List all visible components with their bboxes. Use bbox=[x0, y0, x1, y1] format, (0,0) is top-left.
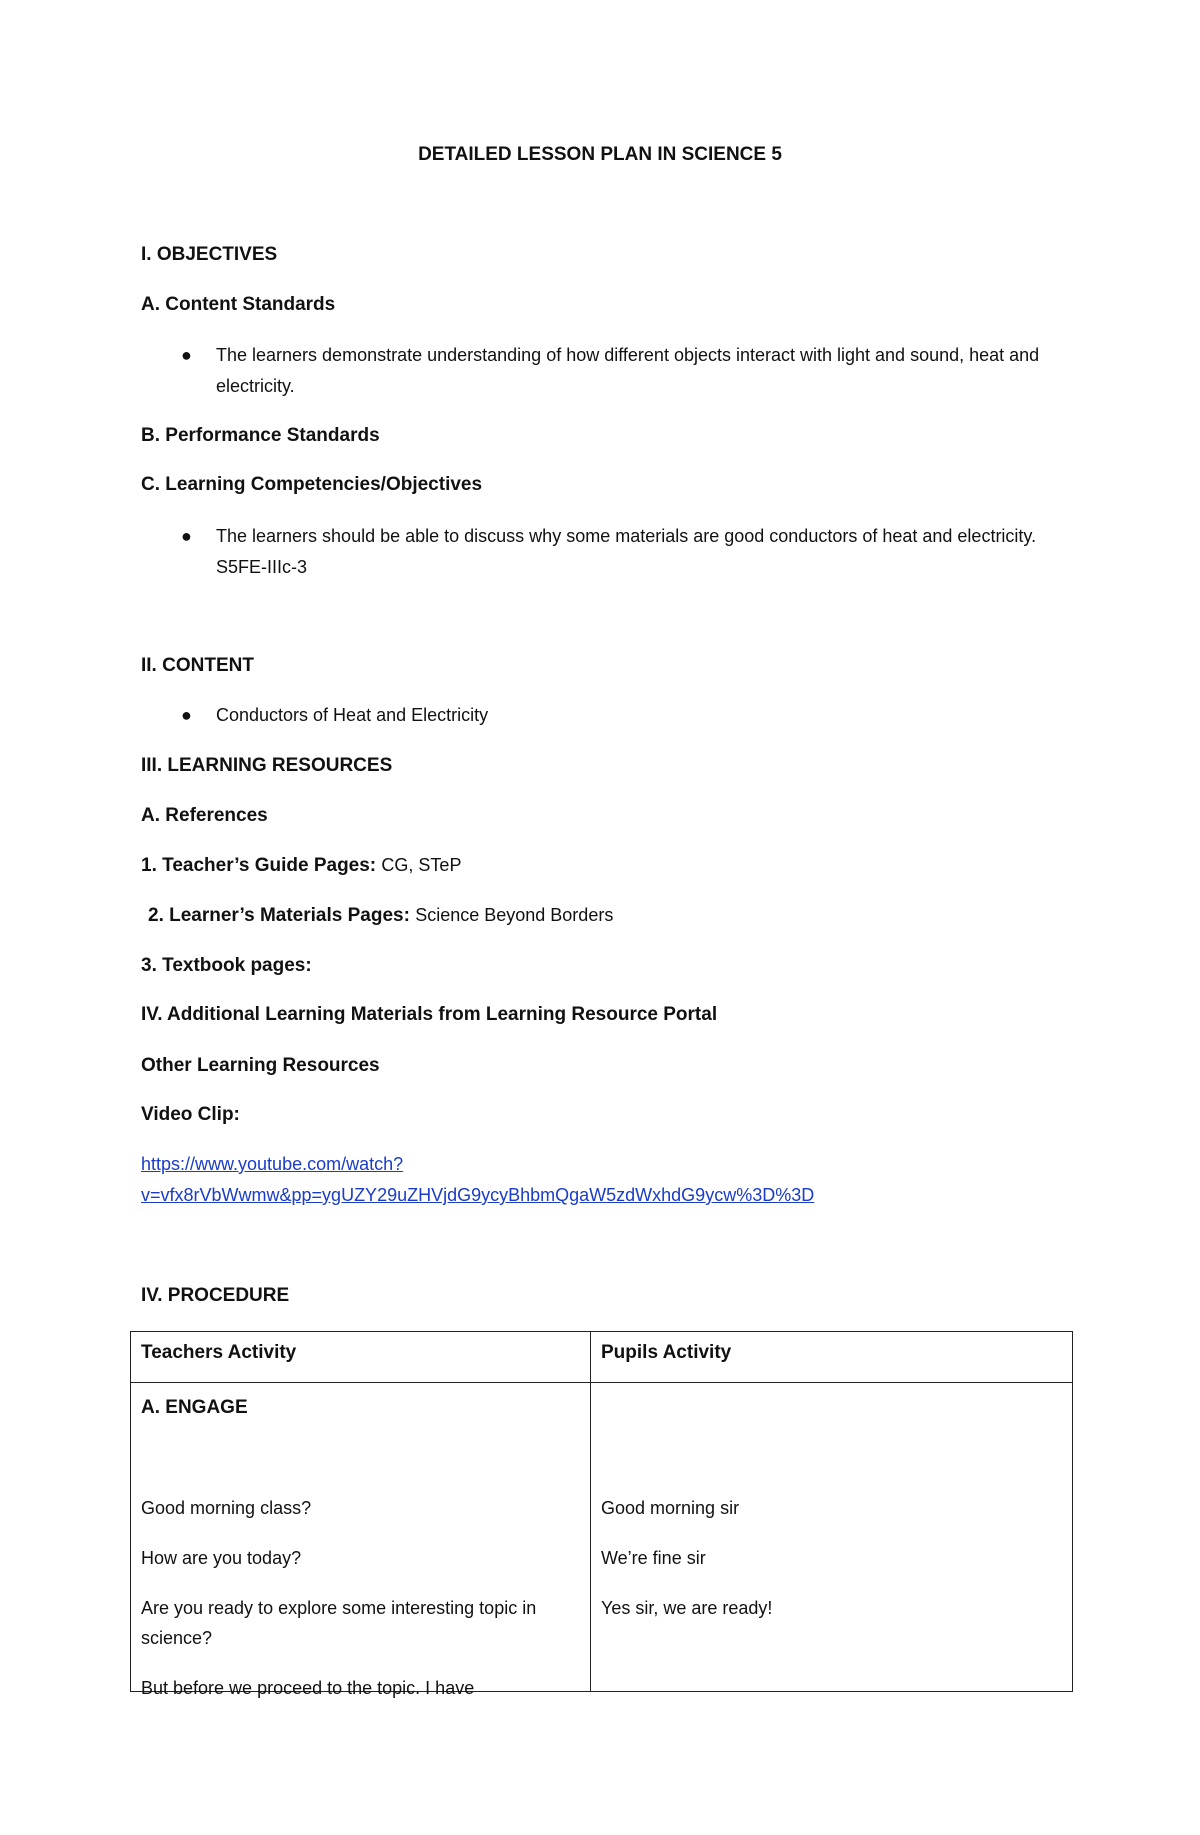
video-link-line2[interactable]: v=vfx8rVbWwmw&pp=ygUZY29uZHVjdG9ycyBhbmQgaW5zdWxhdG9ycw%3D%3D bbox=[141, 1185, 815, 1205]
pupils-cell bbox=[591, 1383, 1073, 1692]
other-resources-label: Other Learning Resources bbox=[141, 1055, 380, 1076]
document-title: DETAILED LESSON PLAN IN SCIENCE 5 bbox=[418, 144, 782, 165]
procedure-table bbox=[130, 1331, 1073, 1698]
competencies-text: The learners should be able to discuss why some materials are good conductors of heat and electricity. S5FE-IIIc-3 bbox=[216, 526, 1037, 577]
pupil-line: Yes sir, we are ready! bbox=[601, 1598, 773, 1618]
bullet-dot-icon: ● bbox=[181, 345, 192, 365]
teacher-line: How are you today? bbox=[141, 1548, 302, 1568]
references-label: A. References bbox=[141, 805, 268, 826]
content-bullet bbox=[141, 700, 1061, 731]
teacher-column-label: Teachers Activity bbox=[141, 1342, 297, 1363]
learning-resources-heading: III. LEARNING RESOURCES bbox=[141, 755, 393, 776]
table-row bbox=[131, 1383, 1073, 1692]
video-clip-label: Video Clip: bbox=[141, 1104, 240, 1125]
teacher-cell bbox=[131, 1383, 591, 1698]
teachers-guide-label: 1. Teacher’s Guide Pages: bbox=[141, 855, 377, 876]
content-standards-bullet bbox=[141, 340, 1061, 402]
objectives-heading: I. OBJECTIVES bbox=[141, 244, 278, 265]
performance-standards-label: B. Performance Standards bbox=[141, 425, 380, 446]
teacher-line: Are you ready to explore some interesting topic in science? bbox=[141, 1598, 537, 1648]
teacher-column-header bbox=[131, 1332, 591, 1383]
table-header-row bbox=[131, 1332, 1073, 1383]
content-standards-text: The learners demonstrate understanding of how different objects interact with light and sound, heat and electricity. bbox=[216, 345, 1040, 396]
pupil-line: We’re fine sir bbox=[601, 1548, 706, 1568]
content-text: Conductors of Heat and Electricity bbox=[216, 705, 489, 725]
textbook-label: 3. Textbook pages: bbox=[141, 955, 312, 976]
teacher-line: But before we proceed to the topic. I have bbox=[141, 1678, 475, 1698]
bullet-dot-icon: ● bbox=[181, 526, 192, 546]
pupil-line: Good morning sir bbox=[601, 1498, 740, 1518]
teachers-guide-value: CG, STeP bbox=[381, 855, 462, 875]
pupils-column-header bbox=[591, 1332, 1073, 1383]
learners-materials-label: 2. Learner’s Materials Pages: bbox=[148, 905, 410, 926]
teachers-guide-line bbox=[141, 855, 461, 877]
video-link-line1[interactable]: https://www.youtube.com/watch? bbox=[141, 1154, 404, 1174]
additional-materials-label: IV. Additional Learning Materials from Learning Resource Portal bbox=[141, 1004, 718, 1025]
learners-materials-value: Science Beyond Borders bbox=[415, 905, 614, 925]
teacher-line: Good morning class? bbox=[141, 1498, 312, 1518]
competencies-label: C. Learning Competencies/Objectives bbox=[141, 474, 483, 495]
learners-materials-line bbox=[148, 905, 613, 927]
engage-label: A. ENGAGE bbox=[141, 1397, 248, 1418]
content-heading: II. CONTENT bbox=[141, 655, 254, 676]
procedure-heading: IV. PROCEDURE bbox=[141, 1285, 290, 1306]
pupils-column-label: Pupils Activity bbox=[601, 1342, 732, 1363]
video-link[interactable] bbox=[141, 1149, 1041, 1211]
bullet-dot-icon: ● bbox=[181, 705, 192, 725]
competencies-bullet bbox=[141, 521, 1061, 583]
content-standards-label: A. Content Standards bbox=[141, 294, 336, 315]
